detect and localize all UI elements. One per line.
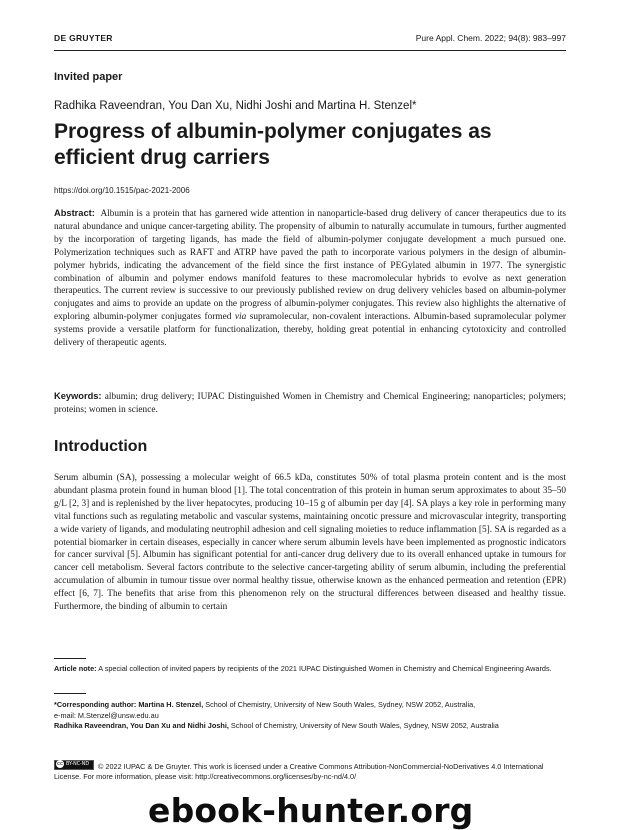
running-header: [54, 33, 566, 47]
keywords-label: Keywords:: [54, 391, 102, 401]
watermark: ebook-hunter.org: [148, 791, 474, 830]
coauthors-label: Radhika Raveendran, You Dan Xu and Nidhi Joshi,: [54, 721, 229, 730]
abstract-label: Abstract:: [54, 208, 95, 218]
coauthors-affiliation: School of Chemistry, University of New South Wales, Sydney, NSW 2052, Australia: [230, 721, 499, 730]
abstract: [54, 207, 566, 350]
corresponding-author-label: *Corresponding author: Martina H. Stenzel,: [54, 700, 204, 709]
article-note: [54, 664, 566, 674]
introduction-paragraph: Serum albumin (SA), possessing a molecular weight of 66.5 kDa, constitutes 50% of total plasma protein content and is the most abundant plasma protein found in human blood [1]. The total concentration of this protein in human serum approximates to about 35–50 g/L [2, 3] and is replenished by the liver hepatocytes, producing 10–15 g of albumin per day [4]. SA plays a key role in performing many vital functions such as regulating metabolic and vascular systems, maintaining oncotic pressure and microvascular integrity, transporting a wide variety of ligands, and modulating neutrophil adhesion and cell signaling moieties to reduce inflammation [5]. SA is regarded as a potential biomarker in certain diseases, especially in cancer where serum albumin levels have been implemented as prognostic indicators for cancer survival [5]. Albumin has significant potential for anti-cancer drug delivery due to its overall enhanced uptake in tumours for cancer cell metabolism. Several factors contribute to the selective cancer-targeting ability of serum albumin, including the preferential accumulation of albumin in tumour tissue over normal healthy tissue, otherwise known as the enhanced permeation and retention (EPR) effect [6, 7]. The benefits that arise from this phenomenon rely on the structural differences between diseased and healthy tissue. Furthermore, the binding of albumin to certain: [54, 473, 566, 613]
corresponding-author-affiliation: School of Chemistry, University of New South Wales, Sydney, NSW 2052, Australia,: [205, 700, 476, 709]
journal-reference: Pure Appl. Chem. 2022; 94(8): 983–997: [415, 33, 566, 43]
abstract-italic-via: via: [234, 312, 247, 323]
license-statement: [54, 760, 566, 782]
footnote-divider: [54, 658, 86, 659]
cc-by-nc-nd-icon[interactable]: [54, 760, 94, 770]
article-type-label: Invited paper: [54, 71, 123, 83]
correspondence-block: [54, 700, 566, 732]
keywords: [54, 390, 566, 417]
doi-link[interactable]: https://doi.org/10.1515/pac-2021-2006: [54, 186, 190, 195]
keywords-text: albumin; drug delivery; IUPAC Distinguished Women in Chemistry and Chemical Engineering; nanoparticles; polymers; proteins; women in science.: [54, 392, 566, 415]
article-note-text: A special collection of invited papers by recipients of the 2021 IUPAC Distinguished Women in Chemistry and Chemical Engineering Awards.: [98, 664, 552, 673]
header-divider: [54, 50, 566, 51]
abstract-text-part-1: Albumin is a protein that has garnered wide attention in nanoparticle-based drug delivery of cancer therapeutics due to its natural abundance and unique cancer-targeting ability. The propensity of albumin to naturally accumulate in tumours, further augmented by the incorporation of targeting ligands, has made the field of albumin-polymer conjugate development a much pursued one. Polymerization techniques such as RAFT and ATRP have paved the path to incorporate various polymers in the design of albumin-polymer hybrids, indicating the advancement of the field since the first instance of PEGylated albumin in 1977. The synergistic combination of albumin and polymer endows manifold features to these macromolecular hybrids to evolve as next generation therapeutics. The current review is successive to our previously published review on drug delivery vehicles based on albumin-polymer conjugates and aims to provide an update on the progress of albumin-polymer conjugates. This review also highlights the alternative of exploring albumin-polymer conjugates formed: [54, 209, 567, 323]
article-title: Progress of albumin-polymer conjugates as efficient drug carriers: [54, 120, 492, 169]
license-text: © 2022 IUPAC & De Gruyter. This work is licensed under a Creative Commons Attribution-NonCommercial-NoDerivatives 4.0 International License. For more information, please visit: http://creativecommons.org/licenses/by-nc-nd/4.0/: [54, 762, 544, 781]
corresponding-author-email[interactable]: e-mail: M.Stenzel@unsw.edu.au: [54, 710, 159, 720]
publisher-name: DE GRUYTER: [54, 33, 113, 43]
section-heading-introduction: Introduction: [54, 438, 148, 455]
article-note-label: Article note:: [54, 664, 97, 673]
author-list: Radhika Raveendran, You Dan Xu, Nidhi Joshi and Martina H. Stenzel*: [54, 100, 417, 112]
abstract-text-part-2: supramolecular, non-covalent interactions. Albumin-based supramolecular polymer systems provide a versatile platform for functionalization, thereby, holding great potential in enhancing cytotoxicity and controlled delivery of therapeutic agents.: [54, 312, 566, 349]
correspondence-divider: [54, 693, 86, 694]
